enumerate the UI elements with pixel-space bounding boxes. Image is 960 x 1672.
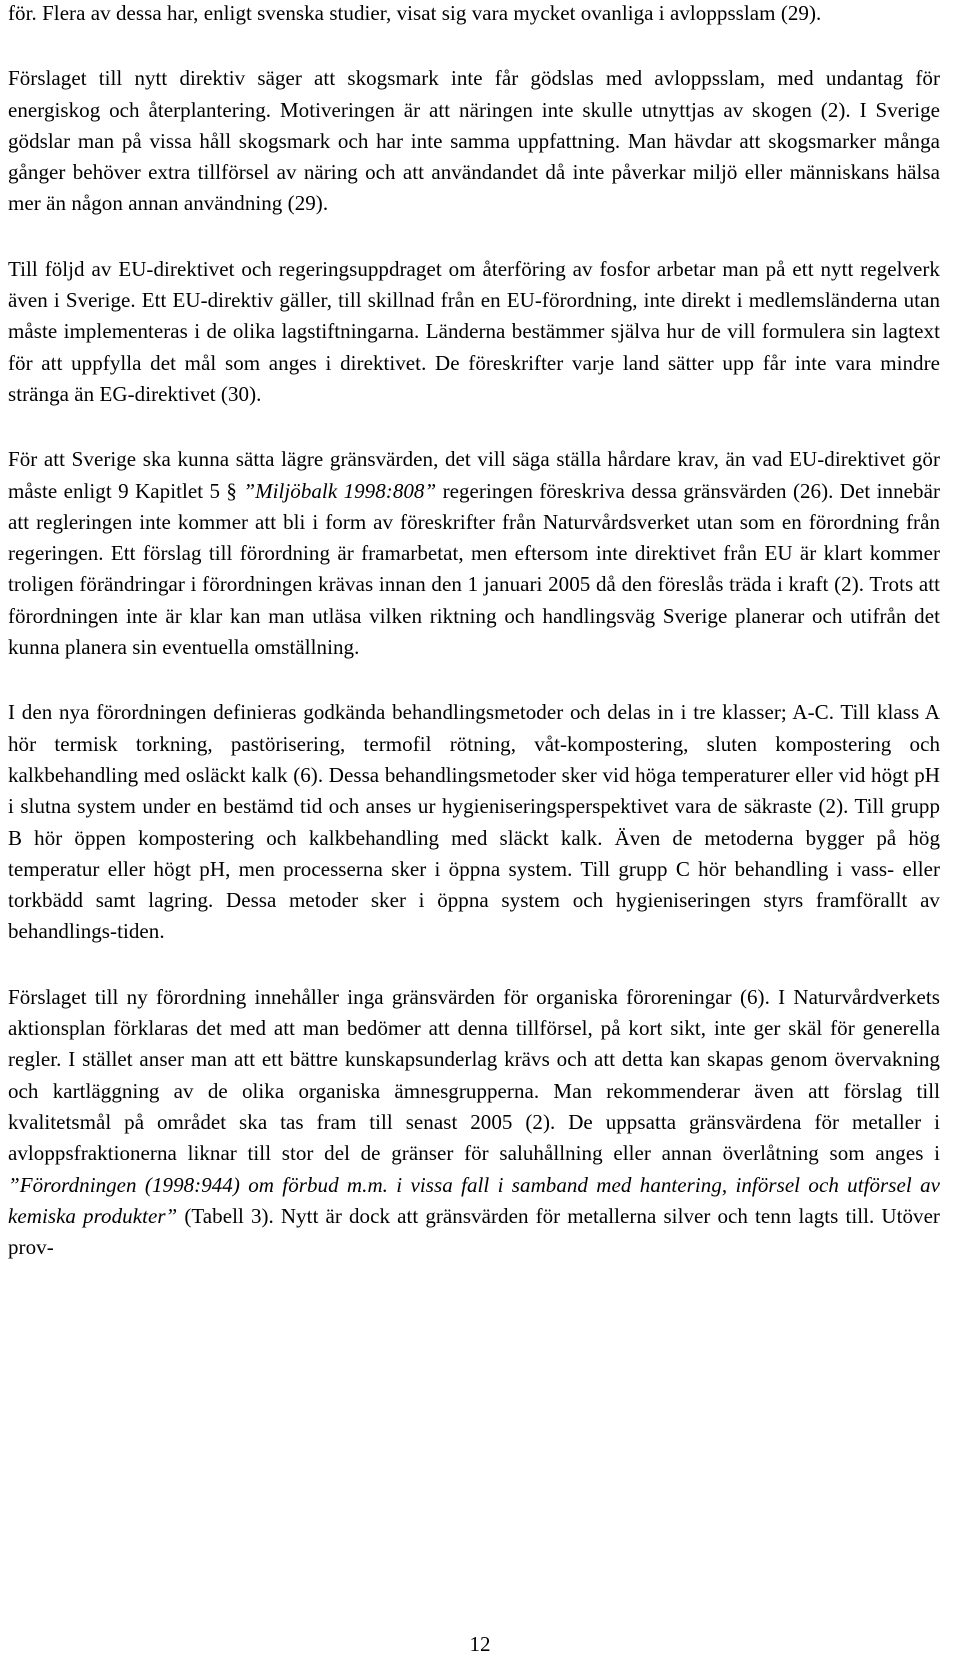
paragraph-4-text-a: För att Sverige ska kunna sätta lägre gränsvärden, det vill säga ställa hårdare krav, än vad EU-direktivet gör måste enligt 9 Kapitlet 5 § bbox=[8, 447, 940, 503]
document-page bbox=[8, 0, 940, 1263]
paragraph-5 bbox=[8, 697, 940, 947]
paragraph-2 bbox=[8, 63, 940, 219]
paragraph-1-text: för. Flera av dessa har, enligt svenska studier, visat sig vara mycket ovanliga i avloppsslam (29). bbox=[8, 1, 822, 25]
paragraph-4 bbox=[8, 444, 940, 663]
paragraph-6-regulation-citation: ”Förordningen (1998:944) om förbud m.m. i vissa fall i samband med hantering, införsel och utförsel av kemiska produkter” bbox=[8, 1172, 940, 1228]
paragraph-5-text: I den nya förordningen definieras godkända behandlingsmetoder och delas in i tre klasser; A-C. Till klass A hör termisk torkning, pastörisering, termofil rötning, våt-kompostering, sluten kompostering och kalkbehandling med osläckt kalk (6). Dessa behandlingsmetoder sker vid höga temperaturer eller vid högt pH i slutna system under en bestämd tid och anses ur hygieniseringsperspektivet vara de säkraste (2). Till grupp B hör öppen kompostering och kalkbehandling med släckt kalk. Även de metoderna bygger på hög temperatur eller högt pH, men processerna sker i öppna system. Till grupp C hör behandling i vass- eller torkbädd samt lagring. Dessa metoder sker i öppna system och hygieniseringen styrs framförallt av behandlings-tiden. bbox=[8, 700, 940, 944]
paragraph-3 bbox=[8, 254, 940, 410]
paragraph-6 bbox=[8, 982, 940, 1264]
paragraph-6-text-b: (Tabell 3). Nytt är dock att gränsvärden för metallerna silver och tenn lagts till. Utöver prov- bbox=[8, 1203, 940, 1260]
paragraph-4-text-b: regeringen föreskriva dessa gränsvärden (26). Det innebär att regleringen inte kommer att bli i form av föreskrifter från Naturvårdsverket utan som en förordning från regeringen. Ett förslag till förordning är framarbetat, men eftersom inte direktivet från EU är klart kommer troligen förändringar i förordningen krävas innan den 1 januari 2005 då den föreslås träda i kraft (2). Trots att förordningen inte är klar kan man utläsa vilken riktning och handlingsväg Sverige planerar och utifrån det kunna planera sin eventuella omställning. bbox=[8, 478, 940, 660]
paragraph-3-text: Till följd av EU-direktivet och regeringsuppdraget om återföring av fosfor arbetar man på ett nytt regelverk även i Sverige. Ett EU-direktiv gäller, till skillnad från en EU-förordning, inte direkt i medlemsländerna utan måste implementeras i de olika lagstiftningarna. Länderna bestämmer själva hur de vill formulera sin lagtext för att uppfylla det mål som anges i direktivet. De föreskrifter varje land sätter upp får inte vara mindre stränga än EG-direktivet (30). bbox=[8, 256, 940, 406]
paragraph-1 bbox=[8, 0, 940, 29]
paragraph-6-text-a: Förslaget till ny förordning innehåller inga gränsvärden för organiska föroreningar (6). I Naturvårdverkets aktionsplan förklaras det med att man bedömer att denna tillförsel, på kort sikt, inte ger skäl för generella regler. I stället anser man att ett bättre kunskapsunderlag krävs och att detta kan skapas genom övervakning och kartläggning av de olika organiska ämnesgrupperna. Man rekommenderar även att förslag till kvalitetsmål på området ska tas fram till senast 2005 (2). De uppsatta gränsvärdena för metaller i avloppsfraktionerna liknar till stor del de gränser för saluhållning eller annan överlåtning som anges i bbox=[8, 984, 940, 1166]
paragraph-4-law-citation: ”Miljöbalk 1998:808” bbox=[243, 478, 437, 503]
page-number: 12 bbox=[469, 1632, 491, 1656]
paragraph-2-text: Förslaget till nytt direktiv säger att skogsmark inte får gödslas med avloppsslam, med undantag för energiskog och återplantering. Motiveringen är att näringen inte skulle utnyttjas av skogen (2). I Sverige gödslar man på vissa håll skogsmark och har inte samma uppfattning. Man hävdar att skogsmarker många gånger behöver extra tillförsel av näring och att användandet då inte påverkar miljö eller människans hälsa mer än någon annan användning (29). bbox=[8, 66, 940, 216]
